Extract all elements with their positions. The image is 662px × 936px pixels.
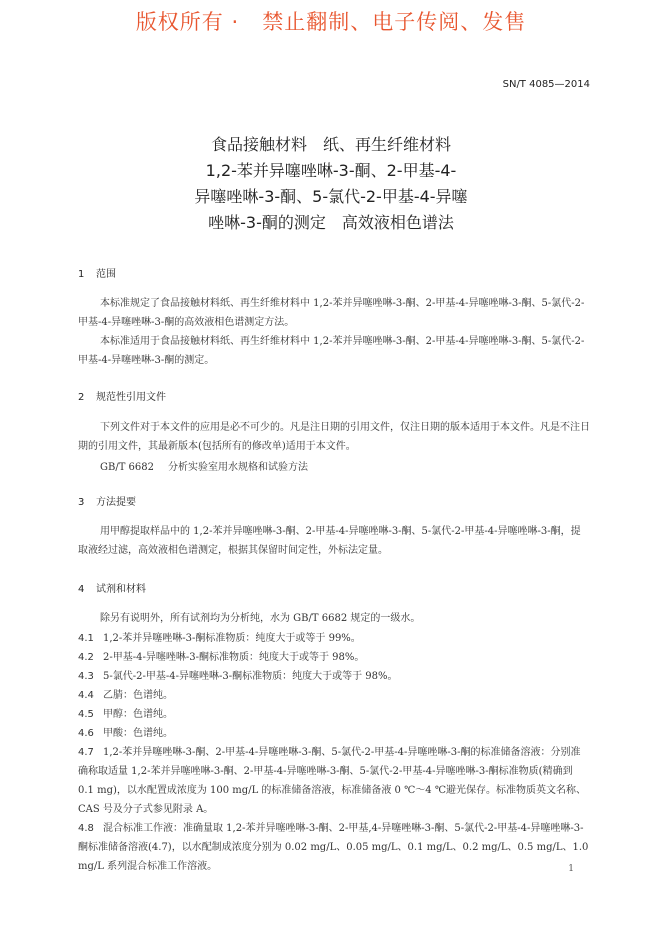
reagent-item <box>78 819 590 876</box>
reagent-item <box>78 724 590 743</box>
item-number: 4.6 <box>78 728 94 739</box>
item-number: 4.7 <box>78 747 94 758</box>
item-number: 4.1 <box>78 633 94 644</box>
item-text: 混合标准工作液：准确量取 1,2-苯并异噻唑啉-3-酮、2-甲基,4-异噻唑啉-3-酮、5-氯代-2-甲基-4-异噻唑啉-3-酮标准储备溶液(4.7)，以水配制成浓度分别为 0.02 mg/L、0.05 mg/L、0.1 mg/L、0.2 mg/L、0.5 mg/L、1.0 mg/L 系列混合标准工作溶液。 <box>78 823 589 872</box>
section-number: 1 <box>78 269 85 280</box>
reference-entry <box>100 458 308 473</box>
reagent-item <box>78 705 590 724</box>
scope-paragraph-1: 本标准规定了食品接触材料纸、再生纤维材料中 1,2-苯并异噻唑啉-3-酮、2-甲基-4-异噻唑啉-3-酮、5-氯代-2-甲基-4-异噻唑啉-3-酮的高效液相色谱测定方法。 <box>78 298 585 328</box>
standard-number: SN/T 4085—2014 <box>502 79 590 90</box>
item-number: 4.8 <box>78 823 94 834</box>
title-line: 食品接触材料 纸、再生纤维材料 <box>210 135 451 154</box>
item-number: 4.2 <box>78 652 94 663</box>
section-number: 2 <box>78 392 85 403</box>
title-line: 唑啉-3-酮的测定 高效液相色谱法 <box>208 213 454 232</box>
section-number: 4 <box>78 584 85 595</box>
section-title: 范围 <box>96 269 116 280</box>
section-heading-reagents <box>78 580 146 595</box>
reagent-item <box>78 667 590 686</box>
item-text: 1,2-苯并异噻唑啉-3-酮、2-甲基-4-异噻唑啉-3-酮、5-氯代-2-甲基-4-异噻唑啉-3-酮的标准储备溶液：分别准确称取适量 1,2-苯并异噻唑啉-3-酮、2-甲基-4-异噻唑啉-3-酮、5-氯代-2-甲基-4-异噻唑啉-3-酮标准物质(精确到 0.1 mg)，以水配置成浓度为 100 mg/L 的标准储备溶液，标准储备液 0 ℃～4 ℃避光保存。标准物质英文名称、CAS 号及分子式参见附录 A。 <box>78 747 587 815</box>
item-number: 4.3 <box>78 671 94 682</box>
document-title <box>60 132 602 236</box>
item-text: 甲酸：色谱纯。 <box>103 728 173 739</box>
section-heading-normative-references <box>78 388 166 403</box>
scope-paragraph-2: 本标准适用于食品接触材料纸、再生纤维材料中 1,2-苯并异噻唑啉-3-酮、2-甲基-4-异噻唑啉-3-酮、5-氯代-2-甲基-4-异噻唑啉-3-酮的测定。 <box>78 336 585 366</box>
reagent-item <box>78 686 590 705</box>
copyright-watermark: 版权所有 · 禁止翻制、电子传阅、发售 <box>135 10 527 34</box>
reagents-intro: 除另有说明外，所有试剂均为分析纯，水为 GB/T 6682 规定的一级水。 <box>100 613 421 624</box>
section-heading-scope <box>78 265 116 280</box>
section-title: 试剂和材料 <box>96 584 146 595</box>
reference-code: GB/T 6682 <box>100 462 155 473</box>
item-number: 4.5 <box>78 709 94 720</box>
section-title: 方法提要 <box>96 497 136 508</box>
item-text: 1,2-苯并异噻唑啉-3-酮标准物质：纯度大于或等于 99%。 <box>103 633 361 644</box>
reference-title: 分析实验室用水规格和试验方法 <box>168 462 309 473</box>
section-number: 3 <box>78 497 85 508</box>
principle-paragraph: 用甲醇提取样品中的 1,2-苯并异噻唑啉-3-酮、2-甲基-4-异噻唑啉-3-酮、5-氯代-2-甲基-4-异噻唑啉-3-酮，提取液经过滤，高效液相色谱测定，根据其保留时间定性，外标法定量。 <box>78 526 581 556</box>
title-line: 1,2-苯并异噻唑啉-3-酮、2-甲基-4- <box>205 161 457 180</box>
item-text: 5-氯代-2-甲基-4-异噻唑啉-3-酮标准物质：纯度大于或等于 98%。 <box>103 671 398 682</box>
references-paragraph: 下列文件对于本文件的应用是必不可少的。凡是注日期的引用文件，仅注日期的版本适用于本文件。凡是不注日期的引用文件，其最新版本(包括所有的修改单)适用于本文件。 <box>78 422 590 452</box>
title-line: 异噻唑啉-3-酮、5-氯代-2-甲基-4-异噻 <box>194 187 468 206</box>
reagent-item <box>78 629 590 648</box>
section-heading-method-principle <box>78 493 136 508</box>
item-text: 乙腈：色谱纯。 <box>103 690 173 701</box>
reagent-item <box>78 648 590 667</box>
item-text: 甲醇：色谱纯。 <box>103 709 173 720</box>
page-number: 1 <box>568 864 574 874</box>
reagent-item <box>78 743 590 819</box>
section-title: 规范性引用文件 <box>96 392 166 403</box>
item-number: 4.4 <box>78 690 94 701</box>
item-text: 2-甲基-4-异噻唑啉-3-酮标准物质：纯度大于或等于 98%。 <box>103 652 365 663</box>
